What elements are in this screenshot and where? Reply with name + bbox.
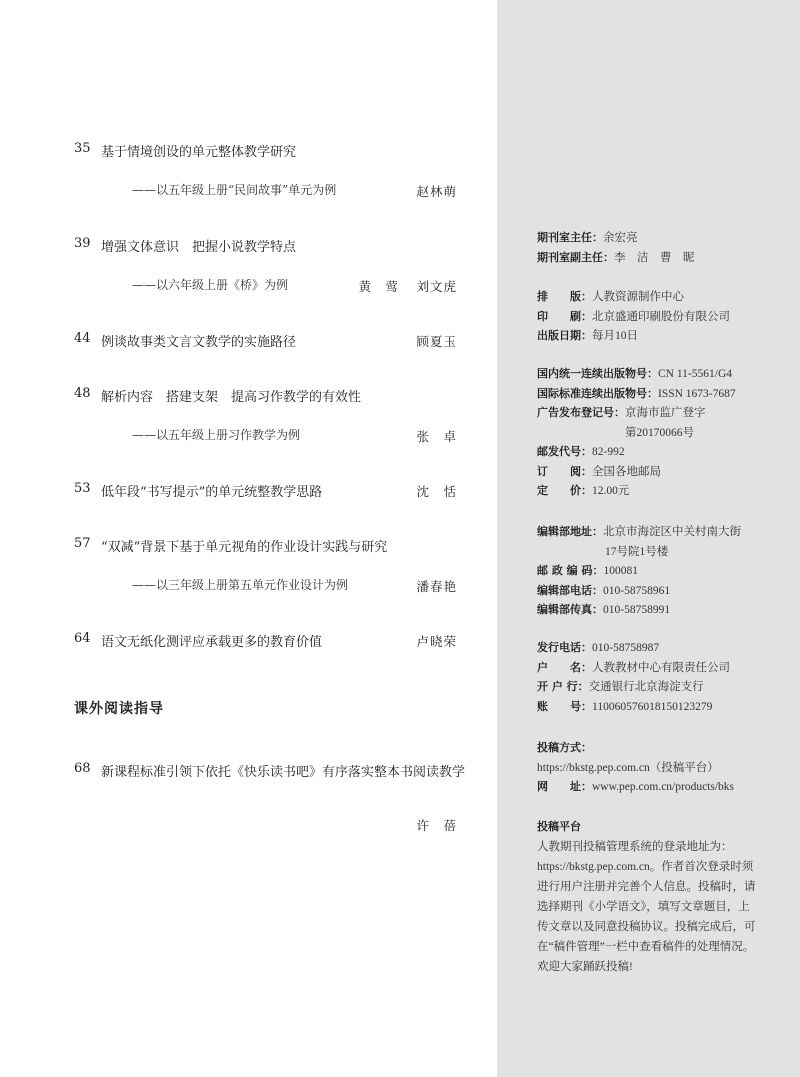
author: 卢晓荣 xyxy=(416,634,457,649)
info-label: 开 户 行： xyxy=(537,680,589,693)
page-number: 68 xyxy=(74,761,91,776)
article-title: 增强文体意识 把握小说教学特点 xyxy=(101,240,297,255)
section-heading: 课外阅读指导 xyxy=(74,701,164,717)
article-title: 新课程标准引领下依托《快乐读书吧》有序落实整本书阅读教学 xyxy=(101,765,466,780)
info-label: 国内统一连续出版物号： xyxy=(537,367,658,380)
submission-block xyxy=(537,738,777,797)
info-row xyxy=(537,287,777,307)
website-url[interactable]: www.pep.com.cn/products/bks xyxy=(592,781,735,793)
contact-block xyxy=(537,522,777,620)
distribution-block xyxy=(537,638,777,716)
info-label: 定 价： xyxy=(537,484,592,497)
info-value: 17号院1号楼 xyxy=(605,545,669,558)
article-title: 语文无纸化测评应承载更多的教育价值 xyxy=(101,635,323,650)
info-label: 排 版： xyxy=(537,290,592,303)
article-title: 低年段“书写提示”的单元统整教学思路 xyxy=(101,485,323,500)
info-row xyxy=(537,462,777,482)
info-label: 编辑部地址： xyxy=(537,525,603,538)
page-number: 35 xyxy=(74,141,91,156)
platform-url[interactable]: https://bkstg.pep.com.cn（投稿平台） xyxy=(537,761,719,774)
info-value: 82-992 xyxy=(592,446,625,458)
info-value: 余宏亮 xyxy=(603,232,638,244)
platform-heading: 投稿平台 xyxy=(537,820,581,833)
info-value: 全国各地邮局 xyxy=(592,465,661,478)
info-row xyxy=(537,228,777,248)
info-label: 广告发布登记号： xyxy=(537,406,625,419)
info-row xyxy=(537,442,777,462)
toc-entry[interactable] xyxy=(0,628,497,652)
page-number: 57 xyxy=(74,536,91,551)
author: 黄 莺 xyxy=(358,279,399,294)
info-value: 010-58758961 xyxy=(603,584,671,597)
author: 潘春艳 xyxy=(416,579,457,594)
info-label: 订 阅： xyxy=(537,464,592,478)
info-value: 李 洁 曹 昵 xyxy=(614,251,695,264)
info-value: 人教教材中心有限责任公司 xyxy=(592,661,730,674)
info-label: 邮发代号： xyxy=(537,445,592,458)
page-number: 64 xyxy=(74,631,91,646)
info-label: 户 名： xyxy=(537,660,592,674)
info-label: 网 址： xyxy=(537,780,592,793)
info-row xyxy=(537,581,777,601)
info-row xyxy=(537,658,777,678)
article-title: 解析内容 搭建支架 提高习作教学的有效性 xyxy=(101,390,362,405)
toc-entry[interactable] xyxy=(0,233,497,297)
platform-text: 人教期刊投稿管理系统的登录地址为：https://bkstg.pep.com.cn。作者首次登录时须进行用户注册并完善个人信息。投稿时，请选择期刊《小学语文》，填写文章题目，上传文章以及同意投稿协议。投稿完成后，可在“稿件管理”一栏中查看稿件的处理情况。欢迎大家踊跃投稿! xyxy=(537,840,756,973)
info-label: 期刊室副主任： xyxy=(537,250,614,264)
page-number: 44 xyxy=(74,331,91,346)
info-row xyxy=(537,384,777,404)
article-title: 例谈故事类文言文教学的实施路径 xyxy=(101,335,297,350)
info-label: 期刊室主任： xyxy=(537,231,603,244)
info-value: 110060576018150123279 xyxy=(592,700,713,713)
toc-entry[interactable] xyxy=(0,138,497,202)
info-label: 出版日期： xyxy=(537,329,592,342)
info-value: 北京盛通印刷股份有限公司 xyxy=(592,310,730,323)
info-row xyxy=(537,481,777,501)
editors-block xyxy=(537,228,777,267)
info-row xyxy=(537,542,777,562)
info-value: 010-58758987 xyxy=(592,642,660,654)
production-block xyxy=(537,287,777,346)
info-label: 编辑部电话： xyxy=(537,583,603,597)
info-value: 010-58758991 xyxy=(603,604,671,616)
platform-block xyxy=(537,817,777,977)
article-subtitle: ——以六年级上册《桥》为例 xyxy=(132,278,289,292)
publication-block xyxy=(537,364,777,501)
info-row xyxy=(537,423,777,443)
article-title: 基于情境创设的单元整体教学研究 xyxy=(101,145,297,160)
info-value: 第20170066号 xyxy=(625,426,694,439)
info-label: 邮 政 编 码： xyxy=(537,564,604,577)
info-value: 北京市海淀区中关村南大街 xyxy=(603,526,741,538)
author: 张 卓 xyxy=(416,429,457,444)
info-value: 交通银行北京海淀支行 xyxy=(588,681,704,693)
author: 沈 恬 xyxy=(416,484,457,499)
article-subtitle: ——以五年级上册习作教学为例 xyxy=(132,428,301,442)
info-row xyxy=(537,561,777,581)
info-label: 印 刷： xyxy=(537,309,592,323)
article-subtitle: ——以三年级上册第五单元作业设计为例 xyxy=(132,578,349,592)
author: 赵林萌 xyxy=(416,184,457,199)
submission-link[interactable] xyxy=(537,758,777,778)
info-label: 账 号： xyxy=(537,699,592,713)
info-row xyxy=(537,697,777,717)
info-row xyxy=(537,600,777,620)
article-subtitle: ——以五年级上册“民间故事”单元为例 xyxy=(132,183,337,197)
toc-entry[interactable] xyxy=(0,328,497,352)
toc-entry[interactable] xyxy=(0,758,497,836)
toc-entry[interactable] xyxy=(0,383,497,447)
article-title: “双减”背景下基于单元视角的作业设计实践与研究 xyxy=(101,540,388,555)
info-row xyxy=(537,307,777,327)
info-value: CN 11-5561/G4 xyxy=(658,368,733,380)
toc-entry[interactable] xyxy=(0,478,497,502)
page-number: 39 xyxy=(74,236,91,251)
submission-heading: 投稿方式： xyxy=(537,741,592,754)
info-label: 编辑部传真： xyxy=(537,603,603,616)
toc-entry[interactable] xyxy=(0,533,497,597)
info-value: 每月10日 xyxy=(592,330,638,342)
author: 刘文虎 xyxy=(416,279,457,294)
info-row xyxy=(537,248,777,268)
website-row xyxy=(537,777,777,797)
info-row xyxy=(537,522,777,542)
info-row xyxy=(537,677,777,697)
info-value: 100081 xyxy=(603,565,638,577)
info-value: 12.00元 xyxy=(592,485,630,497)
author: 许 蓓 xyxy=(416,818,457,833)
info-label: 国际标准连续出版物号： xyxy=(537,386,658,400)
page-number: 48 xyxy=(74,386,91,401)
info-label: 发行电话： xyxy=(537,641,592,654)
info-row xyxy=(537,326,777,346)
info-value: 人教资源制作中心 xyxy=(592,291,684,303)
info-value: 京海市监广登字 xyxy=(625,407,706,419)
info-row xyxy=(537,364,777,384)
author: 顾夏玉 xyxy=(416,334,457,349)
info-row xyxy=(537,403,777,423)
info-value: ISSN 1673-7687 xyxy=(658,387,736,400)
info-row xyxy=(537,638,777,658)
page-number: 53 xyxy=(74,481,91,496)
